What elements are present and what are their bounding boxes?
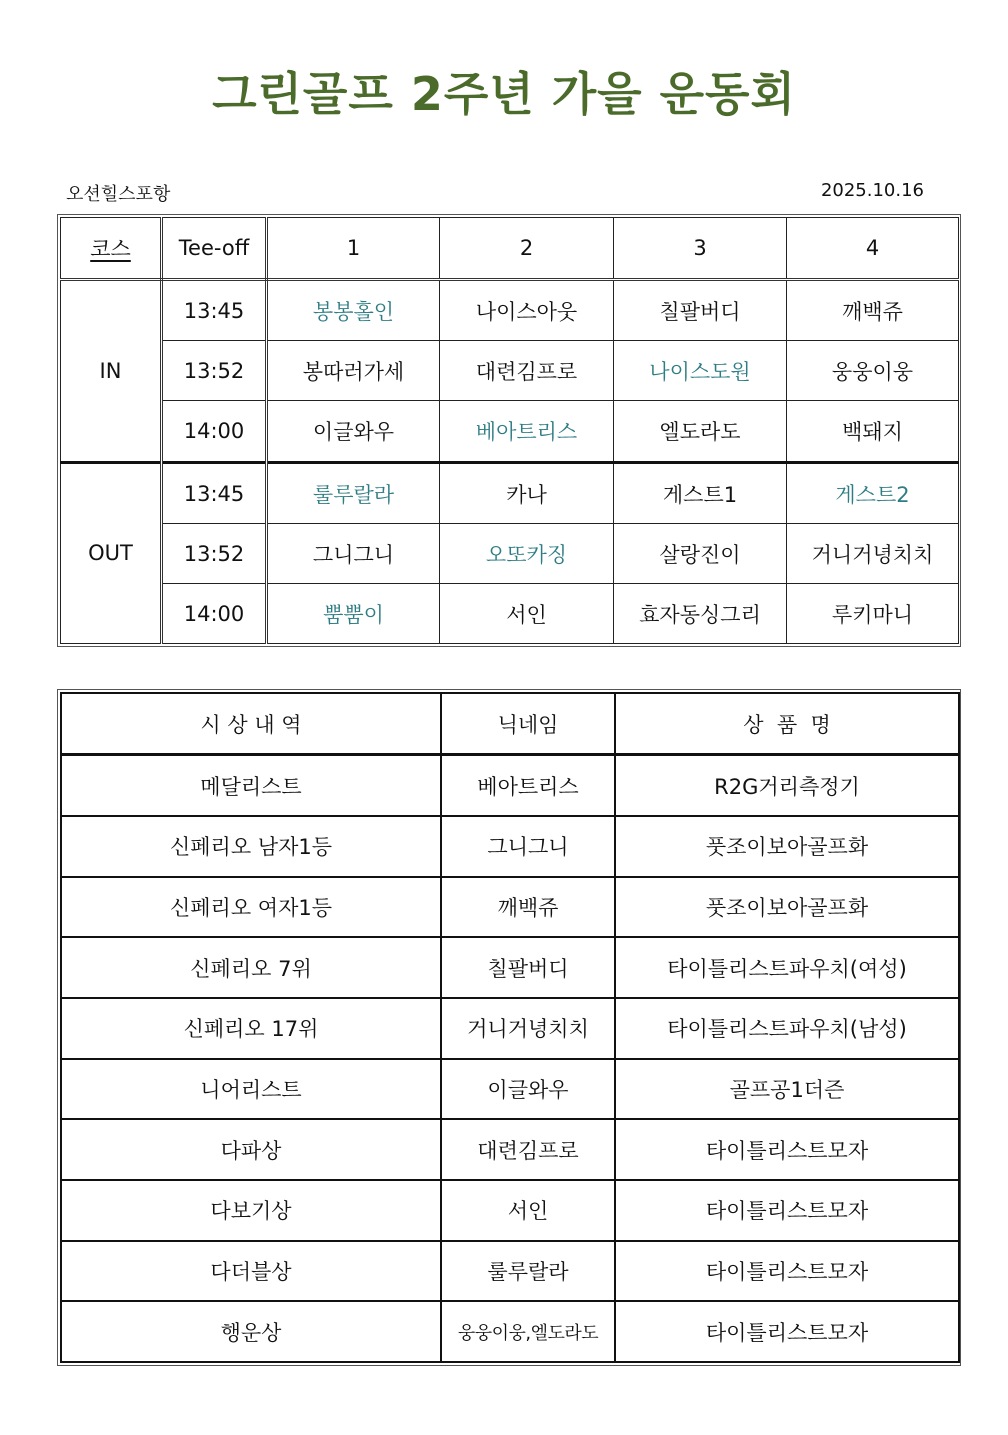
schedule-row	[61, 341, 959, 401]
awards-header-row	[61, 693, 959, 755]
player-cell: 살랑진이	[614, 524, 787, 584]
award-prize: 타이틀리스트파우치(여성)	[615, 937, 959, 998]
header-team-4: 4	[787, 218, 959, 280]
venue-label: 오션힐스포항	[66, 184, 171, 205]
player-cell: 깨백쥬	[787, 279, 959, 341]
tee-time: 13:52	[162, 341, 267, 401]
award-prize: 풋조이보아골프화	[615, 877, 959, 938]
player-cell: 효자동싱그리	[614, 584, 787, 644]
award-row	[61, 1241, 959, 1302]
player-cell: 게스트2	[787, 462, 959, 524]
award-name: 신페리오 여자1등	[61, 877, 441, 938]
player-cell: 나이스도원	[614, 341, 787, 401]
player-cell: 그니그니	[267, 524, 440, 584]
player-cell: 웅웅이웅	[787, 341, 959, 401]
header-team-3: 3	[614, 218, 787, 280]
award-nickname: 베아트리스	[441, 755, 615, 817]
player-cell: 루키마니	[787, 584, 959, 644]
player-cell: 나이스아웃	[440, 279, 614, 341]
player-cell: 서인	[440, 584, 614, 644]
award-nickname: 거니거녕치치	[441, 998, 615, 1059]
tee-time: 13:45	[162, 279, 267, 341]
awards-table	[57, 689, 961, 1366]
award-prize: R2G거리측정기	[615, 755, 959, 817]
schedule-row	[61, 584, 959, 644]
tee-time: 14:00	[162, 584, 267, 644]
award-row	[61, 1301, 959, 1362]
player-cell: 거니거녕치치	[787, 524, 959, 584]
player-cell: 게스트1	[614, 462, 787, 524]
award-prize: 타이틀리스트파우치(남성)	[615, 998, 959, 1059]
award-row	[61, 1119, 959, 1180]
award-row	[61, 1180, 959, 1241]
award-nickname: 웅웅이웅,엘도라도	[441, 1301, 615, 1362]
player-cell: 베아트리스	[440, 401, 614, 463]
player-cell: 대련김프로	[440, 341, 614, 401]
award-name: 다파상	[61, 1119, 441, 1180]
tee-time: 13:45	[162, 462, 267, 524]
award-nickname: 서인	[441, 1180, 615, 1241]
tee-time: 14:00	[162, 401, 267, 463]
award-name: 신페리오 남자1등	[61, 816, 441, 877]
player-cell: 백돼지	[787, 401, 959, 463]
award-prize: 골프공1더즌	[615, 1059, 959, 1120]
header-award: 시 상 내 역	[61, 693, 441, 755]
page-title: 그린골프 2주년 가을 운동회	[212, 67, 796, 121]
award-row	[61, 1059, 959, 1120]
course-in: IN	[61, 279, 162, 462]
award-name: 니어리스트	[61, 1059, 441, 1120]
header-team-2: 2	[440, 218, 614, 280]
header-prize: 상 품 명	[615, 693, 959, 755]
award-name: 신페리오 17위	[61, 998, 441, 1059]
award-name: 메달리스트	[61, 755, 441, 817]
award-name: 행운상	[61, 1301, 441, 1362]
player-cell: 이글와우	[267, 401, 440, 463]
player-cell: 봉봉홀인	[267, 279, 440, 341]
player-cell: 카나	[440, 462, 614, 524]
award-nickname: 칠팔버디	[441, 937, 615, 998]
award-prize: 타이틀리스트모자	[615, 1301, 959, 1362]
award-nickname: 이글와우	[441, 1059, 615, 1120]
player-cell: 룰루랄라	[267, 462, 440, 524]
schedule-row	[61, 524, 959, 584]
event-date: 2025.10.16	[820, 180, 924, 201]
tee-time: 13:52	[162, 524, 267, 584]
award-row	[61, 937, 959, 998]
award-nickname: 대련김프로	[441, 1119, 615, 1180]
header-course: 코스	[61, 218, 162, 280]
schedule-row	[61, 279, 959, 341]
schedule-row	[61, 401, 959, 463]
header-tee-off: Tee-off	[162, 218, 267, 280]
award-prize: 풋조이보아골프화	[615, 816, 959, 877]
award-name: 다보기상	[61, 1180, 441, 1241]
award-prize: 타이틀리스트모자	[615, 1119, 959, 1180]
award-prize: 타이틀리스트모자	[615, 1241, 959, 1302]
award-prize: 타이틀리스트모자	[615, 1180, 959, 1241]
player-cell: 칠팔버디	[614, 279, 787, 341]
award-row	[61, 755, 959, 817]
course-out: OUT	[61, 462, 162, 643]
schedule-header-row	[61, 218, 959, 280]
award-nickname: 깨백쥬	[441, 877, 615, 938]
award-row	[61, 877, 959, 938]
award-nickname: 룰루랄라	[441, 1241, 615, 1302]
header-team-1: 1	[267, 218, 440, 280]
player-cell: 봉따러가세	[267, 341, 440, 401]
player-cell: 오또카징	[440, 524, 614, 584]
tee-schedule-table	[57, 214, 961, 647]
player-cell: 뿜뿜이	[267, 584, 440, 644]
schedule-row	[61, 462, 959, 524]
award-name: 다더블상	[61, 1241, 441, 1302]
award-nickname: 그니그니	[441, 816, 615, 877]
award-row	[61, 998, 959, 1059]
header-nickname: 닉네임	[441, 693, 615, 755]
award-row	[61, 816, 959, 877]
player-cell: 엘도라도	[614, 401, 787, 463]
award-name: 신페리오 7위	[61, 937, 441, 998]
